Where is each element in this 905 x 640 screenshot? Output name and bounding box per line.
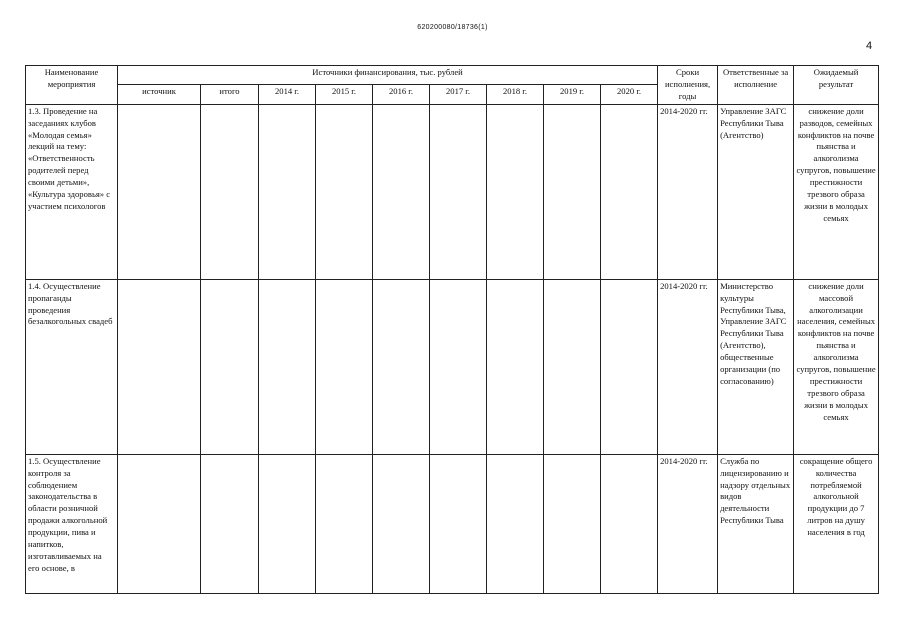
table-row xyxy=(26,104,879,279)
funding-cell xyxy=(259,454,316,593)
responsible-cell: Министерство культуры Республики Тыва, Управление ЗАГС Республики Тыва (Агентство), общественные организации (по согласованию) xyxy=(718,279,794,454)
funding-cell xyxy=(259,104,316,279)
result-cell: сокращение общего количества потребляемой алкогольной продукции до 7 литров на душу населения в год xyxy=(794,454,879,593)
header-expected-result: Ожидаемый результат xyxy=(794,66,879,105)
header-deadline: Сроки исполнения, годы xyxy=(658,66,718,105)
funding-cell xyxy=(544,104,601,279)
document-number: 620200080/18736(1) xyxy=(417,24,488,31)
funding-cell xyxy=(373,454,430,593)
funding-cell xyxy=(201,104,259,279)
header-activity: Наименование мероприятия xyxy=(26,66,118,105)
result-cell: снижение доли массовой алкоголизации населения, семейных конфликтов на почве пьянства и алкоголизма супругов, повышение престижности трезвого образа жизни в молодых семьях xyxy=(794,279,879,454)
funding-cell xyxy=(601,454,658,593)
result-cell: снижение доли разводов, семейных конфликтов на почве пьянства и алкоголизма супругов, повышение престижности трезвого образа жизни в молодых семьях xyxy=(794,104,879,279)
responsible-cell: Служба по лицензированию и надзору отдельных видов деятельности Республики Тыва xyxy=(718,454,794,593)
responsible-cell: Управление ЗАГС Республики Тыва (Агентство) xyxy=(718,104,794,279)
header-total: итого xyxy=(201,85,259,104)
deadline-cell: 2014-2020 гг. xyxy=(658,454,718,593)
header-year-2014: 2014 г. xyxy=(259,85,316,104)
funding-cell xyxy=(118,454,201,593)
funding-cell xyxy=(373,104,430,279)
header-row-main xyxy=(26,66,879,85)
header-year-2018: 2018 г. xyxy=(487,85,544,104)
program-activities-table xyxy=(25,65,879,594)
funding-cell xyxy=(544,454,601,593)
funding-cell xyxy=(487,454,544,593)
activity-cell: 1.4. Осуществление пропаганды проведения безалкогольных свадеб xyxy=(26,279,118,454)
header-source: источник xyxy=(118,85,201,104)
funding-cell xyxy=(487,279,544,454)
header-year-2017: 2017 г. xyxy=(430,85,487,104)
header-year-2016: 2016 г. xyxy=(373,85,430,104)
funding-cell xyxy=(430,104,487,279)
funding-cell xyxy=(316,104,373,279)
funding-cell xyxy=(316,454,373,593)
funding-cell xyxy=(544,279,601,454)
header-responsible: Ответственные за исполнение xyxy=(718,66,794,105)
header-year-2020: 2020 г. xyxy=(601,85,658,104)
page-number: 4 xyxy=(866,40,873,52)
deadline-cell: 2014-2020 гг. xyxy=(658,279,718,454)
funding-cell xyxy=(430,454,487,593)
header-funding-sources: Источники финансирования, тыс. рублей xyxy=(118,66,658,85)
funding-cell xyxy=(601,279,658,454)
funding-cell xyxy=(118,104,201,279)
funding-cell xyxy=(259,279,316,454)
activity-cell: 1.5. Осуществление контроля за соблюдением законодательства в области розничной продажи алкогольной продукции, пива и напитков, изготавливаемых на его основе, в xyxy=(26,454,118,593)
funding-cell xyxy=(487,104,544,279)
funding-cell xyxy=(373,279,430,454)
funding-cell xyxy=(201,454,259,593)
funding-cell xyxy=(601,104,658,279)
funding-cell xyxy=(316,279,373,454)
activity-cell: 1.3. Проведение на заседаниях клубов «Молодая семья» лекций на тему: «Ответственность родителей перед своими детьми», «Культура здоровья» с участием психологов xyxy=(26,104,118,279)
table-row xyxy=(26,279,879,454)
funding-cell xyxy=(201,279,259,454)
table-row xyxy=(26,454,879,593)
funding-cell xyxy=(430,279,487,454)
deadline-cell: 2014-2020 гг. xyxy=(658,104,718,279)
header-year-2019: 2019 г. xyxy=(544,85,601,104)
funding-cell xyxy=(118,279,201,454)
header-year-2015: 2015 г. xyxy=(316,85,373,104)
